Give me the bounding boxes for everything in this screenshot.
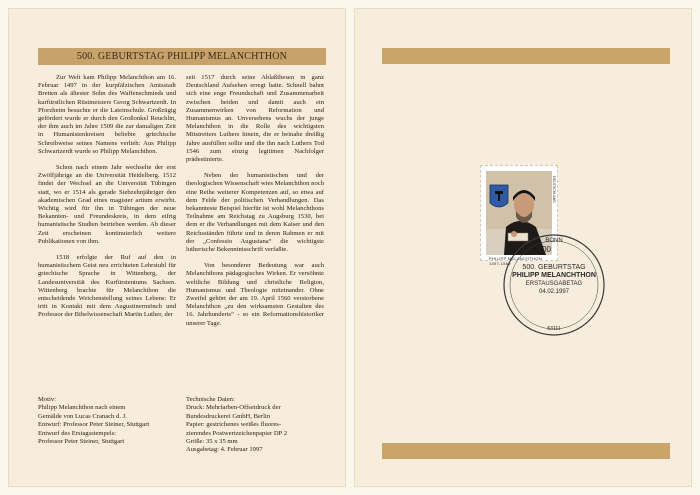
right-page (354, 8, 692, 487)
paragraph: 1518 erfolgte der Ruf auf den in humanistischem Geist neu errichteten Lehrstuhl für griechische Sprache in Wittenberg, der Landesuniversität des Kurfürstentums Sachsen. Wittenberg brachte für Melanchthon die entscheidende Weichenstellung seines Lebens: Er tritt in Kontakt mit dem Augustinermönch und Professor der Bibelwissenschaft Martin Luther, der (38, 254, 176, 319)
footer-line: Bundesdruckerei GmbH, Berlin (186, 412, 271, 420)
paragraph: Schon nach einem Jahr wechselte der erst Zwölfjährige an die Universität Heidelberg. 1512 findet der Wechsel an die Universität Tübingen statt, wo er 1514 als gerade Siebzehnjähriger den akademischen Grad eines magister artium erwirbt. Wichtig wird für ihn in Tübingen der neue Bekannten- und Freundeskreis, in dem eifrig humanistische Studien betrieben werden. Ab dieser Zeit erscheinen kontinuierlich weitere Publikationen von ihm. (38, 164, 176, 245)
postmark-line1: 500. GEBURTSTAG (522, 264, 586, 271)
footer-line: Größe: 35 x 35 mm (186, 438, 238, 446)
left-page (8, 8, 346, 487)
footer-line: Ausgabetag: 4. Februar 1997 (186, 446, 263, 454)
fold-gutter (346, 0, 354, 495)
paragraph: Zur Welt kam Philipp Melanchthon am 16. Februar 1497 in der kurpfälzischen Amtsstadt Bretten als ältester Sohn des Waffenschmieds und kurfürstlichen Rüstmeisters Georg Schwartzerdt. In Pforzheim besuchte er die Lateinschule. Großzügig gefördert wurde er durch den Großonkel Reuchlin, der ihm auch im Jahre 1509 die zur damaligen Zeit in Humanistenkreisen beliebte griechische Schreibweise seines Namens verlieh: Aus Philipp Schwartzerdt wurde so Philipp Melanchthon. (38, 74, 176, 155)
first-day-postmark (494, 230, 614, 340)
stamp-value: 100 (537, 245, 551, 254)
decorative-band-top (382, 48, 670, 64)
postmark-line3: ERSTAUSGABETAG (525, 281, 583, 287)
paragraph: seit 1517 durch seine Ablaßthesen in ganz Deutschland Aufsehen erregt hatte. Schnell bahnt sich eine enge Freundschaft und Zusammenarbeit zwischen beiden und damit auch ein Zusammenwirken von Reformation und Humanismus an. Unversehens wuchs der junge Melanchthon in die Rolle des wichtigsten Mitstreiters Luthers hinein, die er beinahe dreißig Jahre ausfüllen sollte und die ihn nach Luthers Tod 1546 zum einzig legitimen Nachfolger prädestinierte. (186, 74, 324, 164)
footer-design-info (38, 396, 178, 446)
footer-line: Motiv: (38, 396, 56, 403)
footer-line: zierendes Postwertzeichenpapier DP 2 (186, 429, 288, 437)
footer-line: Gemälde von Lucas Cranach d. J. (38, 412, 127, 420)
footer-line: Technische Daten: (186, 396, 235, 403)
footer-line: Entwurf des Erstagsstempels: (38, 429, 117, 437)
footer-line: Druck: Mehrfarben-Offsetdruck der (186, 404, 281, 412)
paragraph: Neben der humanistischen und der theologischen Wissenschaft wies Melanchthon noch eine Reihe weiterer Kompetenzen auf, so etwa auf dem Felde der politischen Verhandlungen. Das bekannteste Beispiel hierfür ist wohl Melanchthons Teilnahme am Reichstag zu Augsburg 1530, bei dem er die Verhandlungen mit dem Kaiser und den Reichsständen führte und in deren Rahmen er mit der „Confessio Augustana“ die wichtigste lutherische Bekenntnisschrift verfaßte. (186, 172, 324, 254)
footer-line: Papier: gestrichenes weißes fluores- (186, 421, 282, 429)
footer-line: Professor Peter Steiner, Stuttgart (38, 438, 125, 446)
postmark-zip: 53111 (547, 326, 561, 332)
paragraph: Von besonderer Bedeutung war auch Melanchthons pädagogisches Wirken. Er versöhnte weltliche Bildung und christliche Religion, Humanismus und Theologie miteinander. Ohne Zweifel gehört der am 19. April 1560 verstorbene Melanchthon „zu den wirksamsten Gestalten des 16. Jahrhunderts“ - so ein Reformationshistoriker unserer Tage. (186, 262, 324, 327)
decorative-band-bottom (382, 443, 670, 459)
text-column-1 (38, 74, 176, 328)
footer-line: Philipp Melanchthon nach einem (38, 404, 126, 412)
postmark-line2: PHILIPP MELANCHTHON (512, 272, 596, 279)
postmark-date: 04.02.1997 (538, 289, 570, 295)
text-column-2 (186, 74, 324, 336)
stamp-country: DEUTSCHLAND (552, 176, 556, 203)
stamp-caption: PHILIPP MELANCHTHON 1497-1560 (489, 256, 542, 266)
postmark-city: BONN (545, 238, 563, 244)
page-title: 500. GEBURTSTAG PHILIPP MELANCHTHON (38, 48, 326, 65)
footer-technical-data (186, 396, 326, 455)
footer-line: Entwurf: Professor Peter Steiner, Stuttgart (38, 421, 150, 429)
